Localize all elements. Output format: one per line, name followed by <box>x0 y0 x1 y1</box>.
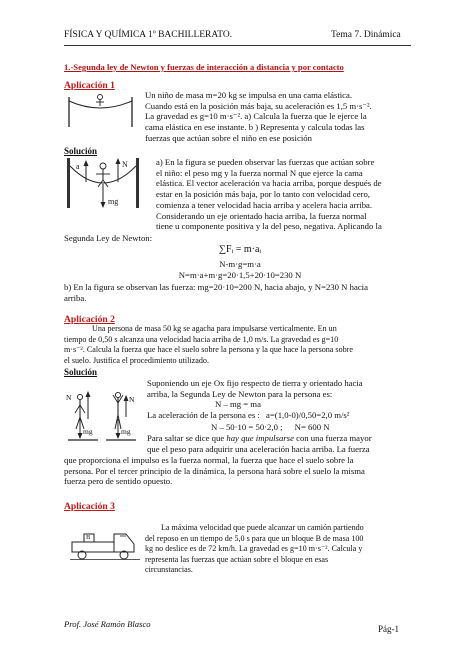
app1-solution-label: Solución <box>64 146 98 156</box>
app1-solution-text: a) En la figura se pueden observar las fuerzas que actúan sobre el niño: el peso mg y la fuerza normal N que ejerce la cama elástica. El vector aceleración va hacia arriba, porque después de estar en la posición más baja, por lo tanto con velocidad cero, comienza a tener velocidad hacia arriba y acelera hacia arriba. Considerando un eje orientado hacia arriba, la fuerza normal tiene u componente positiva y la del peso, negativa. Aplicando la <box>156 157 382 232</box>
trampoline-child-figure <box>66 91 136 129</box>
app3-title: Aplicación 3 <box>64 501 115 512</box>
page-number: Pág-1 <box>378 624 399 634</box>
truck-figure <box>70 528 140 562</box>
accel-label: a <box>76 162 80 171</box>
forces-diagram-figure <box>66 156 150 212</box>
weight-label: mg <box>108 197 119 206</box>
app1-statement: Un niño de masa m=20 kg se impulsa en una cama elástica. Cuando está en la posición más baja, su aceleración es 1,5 m·s⁻². La gravedad es g=10 m·s⁻². a) Calcula la fuerza que le ejerce la cama elástica en ese instante. b ) Representa y calcula todas las fuerzas que actúan sobre el niño en ese posición <box>145 90 372 143</box>
app1-title: Aplicación 1 <box>64 80 115 91</box>
jump-normal-label-1: N <box>66 393 72 402</box>
app3-statement: La máxima velocidad que puede alcanzar un camión partiendo del reposo en un tiempo de 5,0 s para que un bloque B de masa 100 kg no deslice es de 72 km/h. La gravedad es g=10 m·s⁻². Calcula y representa las fuerzas que actúan sobre el bloque en esas circunstancias. <box>145 523 364 574</box>
jump-weight-label-2: mg <box>121 427 131 436</box>
app2-statement: Una persona de masa 50 kg se agacha para impulsarse verticalmente. En un tiempo de 0,50 s alcanza una velocidad hacia arriba de 1,0 m/s. La gravedad es g=10 m·s⁻². Calcula la fuerza que hace el suelo sobre la persona y la que hace la persona sobre el suelo. Justifica el procedimiento utilizado. <box>64 324 353 365</box>
jump-weight-label-1: mg <box>83 427 93 436</box>
app1-equation-2: N-m·g=m·a <box>219 259 261 269</box>
app1-newton-intro: Segunda Ley de Newton: <box>64 233 153 243</box>
app2-jump-paragraph-cont: que proporciona el impulso es la fuerza normal, la fuerza que hace el suelo sobre la persona. Por el tercer principio de la dinámica, la persona hará sobre el suelo la misma fuerza pero de sentido opuesto. <box>64 455 365 487</box>
header-title: FÍSICA Y QUÍMICA 1º BACHILLERATO. <box>64 30 233 40</box>
app2-solution-label: Solución <box>64 367 98 377</box>
jump-normal-label-2: N <box>129 395 135 404</box>
jumping-person-figure <box>66 389 138 443</box>
section-title: 1.-Segunda ley de Newton y fuerzas de interacción a distancia y por contacto <box>64 62 344 72</box>
header-rule <box>64 45 411 46</box>
app2-solution-text: Suponiendo un eje Ox fijo respecto de tierra y orientado hacia arriba, la Segunda Ley de Newton para la persona es: <box>147 378 363 399</box>
app1-equation-3: N=m·a+m·g=20·1,5+20·10=230 N <box>178 270 302 280</box>
block-label: B <box>86 534 91 541</box>
footer-author: Prof. José Ramón Blasco <box>64 619 151 629</box>
app2-equation-1: N – mg = ma <box>215 399 261 409</box>
app1-part-b: b) En la figura se observan las fuerza: mg=20·10=200 N, hacia abajo, y N=230 N hacia arriba. <box>64 282 368 303</box>
app2-accel-line: La aceleración de la persona es : a=(1,0-0)/0,50=2,0 m/s² <box>147 410 350 420</box>
app2-title: Aplicación 2 <box>64 314 115 325</box>
app2-jump-paragraph: Para saltar se dice que hay que impulsarse con una fuerza mayor que el peso para adquirir una aceleración hacia arriba. La fuerza <box>147 433 372 454</box>
app2-equation-3: N – 50·10 = 50·2,0 ; N= 600 N <box>211 422 330 432</box>
app1-equation-sum: ∑Fᵢ = m·aᵢ <box>218 244 262 255</box>
header-topic: Tema 7. Dinámica <box>331 30 401 40</box>
normal-force-label: N <box>122 160 128 169</box>
